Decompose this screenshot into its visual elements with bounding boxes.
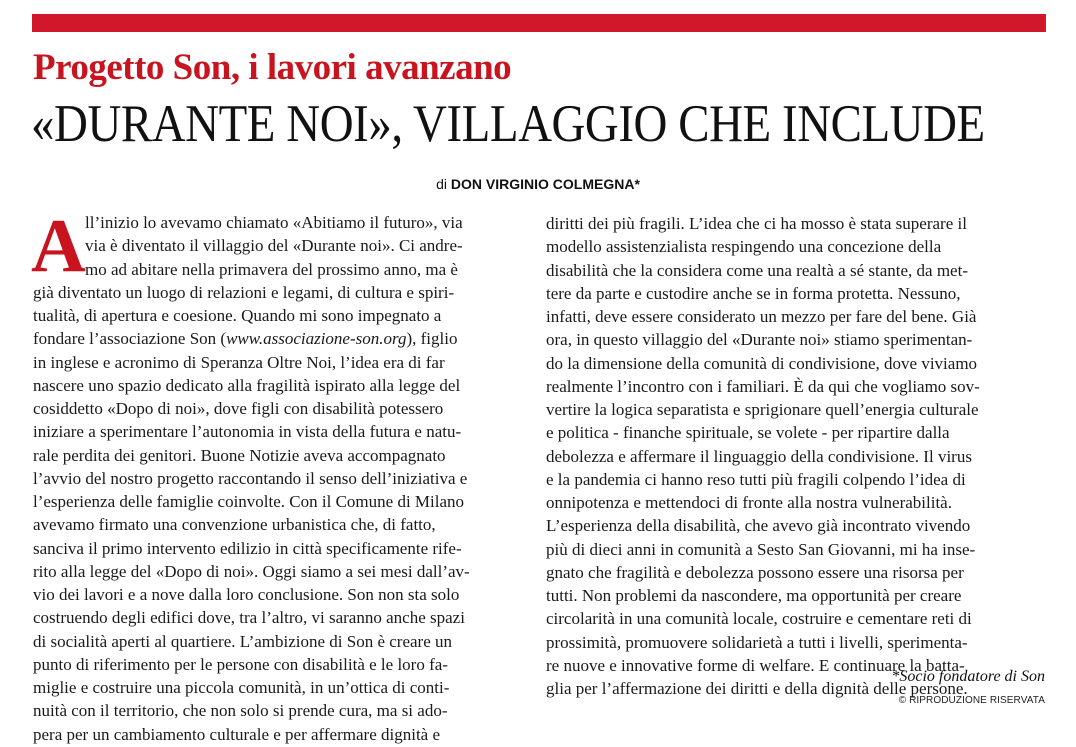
- text-line: in inglese e acronimo di Speranza Oltre Noi, l’idea era di far: [33, 352, 445, 372]
- text-line: prossimità, promuovere solidarietà a tutti i livelli, sperimenta-: [546, 632, 968, 652]
- text-line: diritti dei più fragili. L’idea che ci ha mosso è stata superare il: [546, 214, 967, 233]
- text-line: vio dei lavori e a nove dalla loro conclusione. Son non sta solo: [33, 585, 460, 604]
- text-line: mo ad abitare nella primavera del prossimo anno, ma è: [85, 259, 458, 279]
- text-line: glia per l’affermazione dei diritti e della dignità delle persone.: [546, 679, 968, 698]
- byline-author: DON VIRGINIO COLMEGNA*: [450, 176, 640, 192]
- byline: [0, 176, 1076, 192]
- text-line: di socialità aperti al quartiere. L’ambizione di Son è creare un: [33, 631, 453, 651]
- text-line: gnato che fragilità e debolezza possono essere una risorsa per: [546, 562, 964, 582]
- text-line: costruendo degli edifici dove, tra l’altro, vi saranno anche spazi: [33, 608, 465, 628]
- kicker: Progetto Son, i lavori avanzano: [33, 47, 512, 88]
- text-line: nuità con il territorio, che non solo si prende cura, ma si ado-: [33, 701, 448, 721]
- text-line: già diventato un luogo di relazioni e legami, di cultura e spiri-: [33, 282, 455, 302]
- text-line: avevamo firmato una convenzione urbanistica che, di fatto,: [33, 515, 436, 535]
- text-line: pera per un cambiamento culturale e per affermare dignità e: [33, 724, 441, 744]
- headline: «DURANTE NOI», VILLAGGIO CHE INCLUDE: [31, 95, 985, 153]
- author-note: *Socio fondatore di Son: [891, 668, 1045, 685]
- text-line: disabilità che la considera come una realtà a sé stante, da met-: [546, 260, 968, 280]
- text-line: tutti. Non problemi da nascondere, ma opportunità per creare: [546, 586, 962, 605]
- text-line: rale perdita dei genitori. Buone Notizie aveva accompagnato: [33, 445, 446, 465]
- top-color-bar: [32, 14, 1046, 32]
- text-line: tere da parte e custodire anche se in forma protetta. Nessuno,: [546, 283, 961, 303]
- text-line: sanciva il primo intervento edilizio in città specificamente rife-: [33, 538, 462, 558]
- text-line: modello assistenzialista respingendo una concezione della: [546, 237, 942, 257]
- text-line: debolezza e affermare il linguaggio della condivisione. Il virus: [546, 446, 972, 466]
- text-line: e la pandemia ci hanno reso tutti più fragili colpendo l’idea di: [546, 469, 966, 489]
- text-line: iniziare a sperimentare l’autonomia in vista della futura e natu-: [33, 422, 462, 442]
- copyright-notice: © RIPRODUZIONE RISERVATA: [898, 695, 1045, 706]
- text-line: do la dimensione della comunità di condivisione, dove viviamo: [546, 353, 978, 373]
- text-line: via è diventato il villaggio del «Durante noi». Ci andre-: [85, 236, 463, 256]
- drop-cap: A: [31, 204, 86, 288]
- text-line: ll’inizio lo avevamo chiamato «Abitiamo il futuro», via: [85, 213, 463, 232]
- text-line: cosiddetto «Dopo di noi», dove figli con disabilità potessero: [33, 399, 444, 418]
- text-line: e politica - finanche spirituale, se volete - per ripartire dalla: [546, 423, 950, 443]
- text-line: circolarità in una comunità locale, costruire e cementare reti di: [546, 609, 972, 629]
- text-line: nascere uno spazio dedicato alla fragilità ispirato alla legge del: [33, 375, 461, 395]
- text-line: infatti, deve essere considerato un mezzo per fare del bene. Già: [546, 307, 977, 326]
- byline-prefix: di: [436, 176, 447, 192]
- text-line: miglie e costruire una piccola comunità, in un’ottica di conti-: [33, 678, 450, 697]
- text-line: l’avvio del nostro progetto raccontando il senso dell’iniziativa e: [33, 468, 468, 488]
- text-line: fondare l’associazione Son (www.associazione-son.org), figlio: [33, 329, 458, 349]
- text-line: rito alla legge del «Dopo di noi». Oggi siamo a sei mesi dall’av-: [33, 561, 470, 581]
- text-line: re nuove e innovative forme di welfare. E continuare la batta-: [546, 655, 965, 675]
- text-line: realmente l’incontro con i familiari. È da qui che vogliamo sov-: [546, 376, 980, 396]
- text-line: ora, in questo villaggio del «Durante noi» stiamo sperimentan-: [546, 330, 973, 350]
- text-line: vertire la logica separatista e sprigionare quell’energia culturale: [546, 400, 979, 419]
- text-line: tualità, di apertura e coesione. Quando mi sono impegnato a: [33, 306, 442, 325]
- text-line: punto di riferimento per le persone con disabilità e le loro fa-: [33, 654, 448, 674]
- text-line: l’esperienza delle famiglie coinvolte. Con il Comune di Milano: [33, 492, 465, 511]
- text-line: più di dieci anni in comunità a Sesto San Giovanni, mi ha inse-: [546, 539, 976, 559]
- article-column-2: [546, 212, 1046, 700]
- text-line: L’esperienza della disabilità, che avevo già incontrato vivendo: [546, 516, 971, 536]
- article-column-1: [31, 204, 516, 746]
- text-line: onnipotenza e mettendoci di fronte alla nostra vulnerabilità.: [546, 493, 952, 512]
